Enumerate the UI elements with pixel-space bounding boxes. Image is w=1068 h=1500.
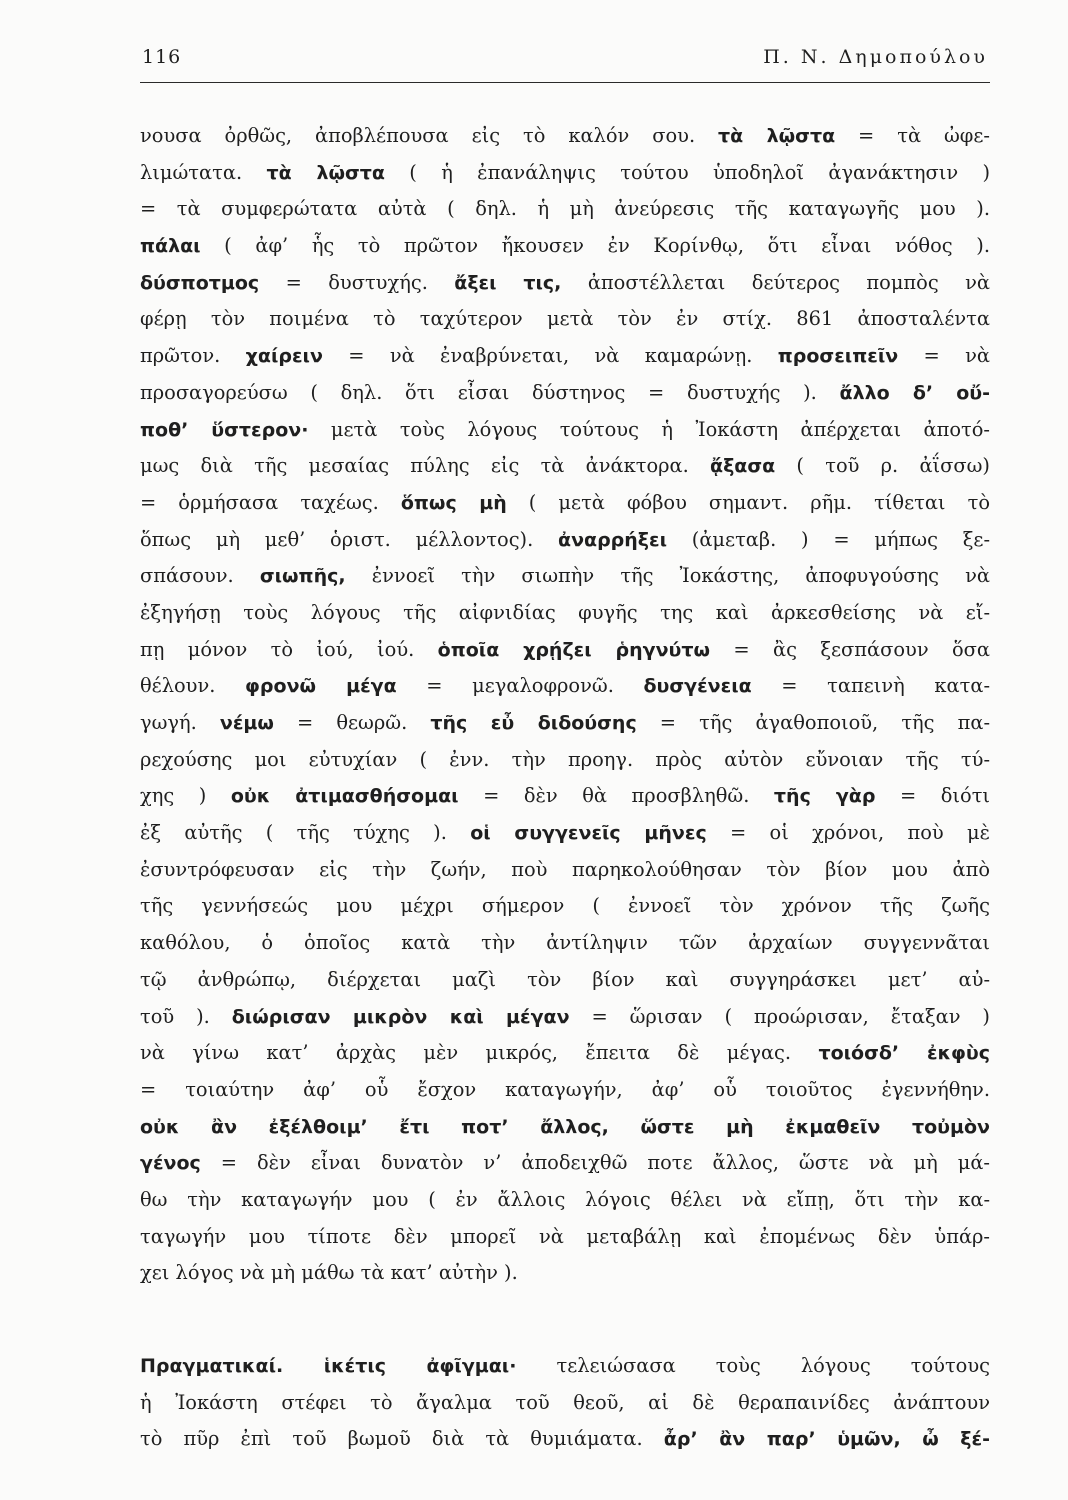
text-line: [140, 999, 990, 1036]
lemma-term: οὐκ ἂν ἐξέλθοιμ’ ἔτι ποτ’ ἄλλος, ὥστε μὴ ἐκμαθεῖν τοὐμὸν: [140, 1115, 990, 1138]
lemma-term: διώρισαν μικρὸν καὶ μέγαν: [231, 1005, 570, 1028]
gloss-text: νουσα ὀρθῶς, ἀποβλέπουσα εἰς τὸ καλόν σου.: [140, 124, 719, 147]
commentary-body: [140, 118, 990, 1458]
text-line: [140, 558, 990, 595]
gloss-text: = τὰ συμφερώτατα αὐτὰ ( δηλ. ἡ μὴ ἀνεύρεσις τῆς καταγωγῆς μου ).: [140, 197, 990, 221]
gloss-text: χει λόγος νὰ μὴ μάθω τὰ κατ’ αὐτὴν ).: [140, 1261, 518, 1285]
gloss-text: = τῆς ἀγαθοποιοῦ, τῆς πα-: [636, 711, 990, 734]
text-line: [140, 1035, 990, 1072]
text-line: [140, 485, 990, 522]
text-line: [140, 1182, 990, 1219]
gloss-text: = ὥρισαν ( προώρισαν, ἔταξαν ): [569, 1004, 990, 1028]
gloss-text: τελειώσασα τοὺς λόγους τούτους: [516, 1354, 990, 1377]
gloss-text: = ἂς ξεσπάσουν ὅσα: [709, 637, 990, 661]
gloss-text: = δυστυχής.: [259, 270, 455, 294]
text-line: [140, 962, 990, 999]
gloss-text: ὅπως μὴ μεθ’ ὁριστ. μέλλοντος).: [140, 527, 559, 551]
lemma-term: νέμω: [219, 712, 274, 734]
text-line: [140, 301, 990, 338]
lemma-term: δυσγένεια: [643, 675, 752, 698]
text-line: [140, 705, 990, 742]
lemma-term: ὅπως μὴ: [400, 491, 507, 514]
gloss-text: γωγή.: [140, 711, 220, 734]
gloss-text: ρεχούσης μοι εὐτυχίαν ( ἐνν. τὴν προηγ. πρὸς αὐτὸν εὔνοιαν τῆς τύ-: [140, 747, 990, 771]
text-line: [140, 228, 990, 265]
lemma-term: οἱ συγγενεῖς μῆνες: [470, 822, 707, 845]
gloss-text: πρῶτον.: [140, 344, 246, 368]
gloss-text: τῆς γεννήσεώς μου μέχρι σήμερον ( ἐννοεῖ τὸν χρόνον τῆς ζωῆς: [140, 894, 990, 918]
page-header: [140, 46, 990, 83]
gloss-text: = οἱ χρόνοι, ποὺ μὲ: [706, 821, 990, 845]
text-line: [140, 1348, 990, 1385]
gloss-text: ταγωγήν μου τίποτε δὲν μπορεῖ νὰ μεταβάλῃ καὶ ἐπομένως δὲν ὑπάρ-: [140, 1224, 990, 1248]
lemma-term: τῆς εὖ διδούσης: [430, 712, 637, 734]
text-line: [140, 1385, 990, 1422]
lemma-term: προσειπεῖν: [777, 345, 899, 368]
text-line: [140, 1145, 990, 1182]
text-line: [140, 265, 990, 302]
gloss-text: ἐννοεῖ τὴν σιωπὴν τῆς Ἰοκάστης, ἀποφυγούσης νὰ: [345, 564, 990, 588]
lemma-term: ἀναρρήξει: [558, 528, 668, 551]
gloss-text: = δὲν εἶναι δυνατὸν ν’ ἀποδειχθῶ ποτε ἄλλος, ὥστε νὰ μὴ μά-: [200, 1151, 990, 1175]
gloss-text: = δὲν θὰ προσβληθῶ.: [458, 784, 774, 808]
gloss-text: θω τὴν καταγωγήν μου ( ἐν ἄλλοις λόγοις θέλει νὰ εἴπῃ, ὅτι τὴν κα-: [140, 1187, 990, 1211]
lemma-term: πάλαι: [140, 235, 201, 258]
lemma-term: οὐκ ἀτιμασθήσομαι: [230, 785, 459, 808]
text-line: [140, 742, 990, 779]
paragraph-commentary: [140, 118, 990, 1292]
lemma-term: ᾄξασα: [710, 455, 776, 478]
gloss-text: χης ): [140, 784, 231, 808]
running-head: Π. Ν. Δημοπούλου: [763, 46, 988, 68]
gloss-text: τῷ ἀνθρώπῳ, διέρχεται μαζὶ τὸν βίον καὶ συγγηράσκει μετ’ αὐ-: [140, 967, 990, 991]
gloss-text: = ὁρμήσασα ταχέως.: [140, 490, 401, 514]
lemma-term: τοιόσδ’ ἐκφὺς: [818, 1042, 990, 1065]
gloss-text: ἡ Ἰοκάστη στέφει τὸ ἄγαλμα τοῦ θεοῦ, αἱ δὲ θεραπαινίδες ἀνάπτουν: [140, 1390, 990, 1414]
gloss-text: τοῦ ).: [140, 1004, 232, 1028]
text-line: [140, 925, 990, 962]
gloss-text: ἐξ αὐτῆς ( τῆς τύχης ).: [140, 821, 471, 845]
gloss-text: = νὰ: [898, 344, 990, 368]
text-line: [140, 668, 990, 705]
gloss-text: = τοιαύτην ἀφ’ οὗ ἔσχον καταγωγήν, ἀφ’ οὗ τοιοῦτος ἐγεννήθην.: [140, 1077, 990, 1101]
gloss-text: (ἀμεταβ. ) = μήπως ξε-: [667, 527, 990, 551]
text-line: [140, 412, 990, 449]
gloss-text: φέρῃ τὸν ποιμένα τὸ ταχύτερον μετὰ τὸν ἐν στίχ. 861 ἀποσταλέντα: [140, 307, 990, 331]
text-line: [140, 888, 990, 925]
lemma-term: σιωπῆς,: [259, 565, 346, 588]
lemma-term: ποθ’ ὕστερον·: [140, 418, 309, 441]
gloss-text: = μεγαλοφρονῶ.: [396, 674, 644, 698]
gloss-text: ἐξηγήσῃ τοὺς λόγους τῆς αἰφνιδίας φυγῆς της καὶ ἀρκεσθείσης νὰ εἴ-: [140, 600, 990, 624]
gloss-text: ( ἀφ’ ἧς τὸ πρῶτον ἤκουσεν ἐν Κορίνθῳ, ὅτι εἶναι νόθος ).: [200, 234, 990, 258]
gloss-text: καθόλου, ὁ ὁποῖος κατὰ τὴν ἀντίληψιν τῶν ἀρχαίων συγγεννᾶται: [140, 931, 990, 955]
gloss-text: λιμώτατα.: [140, 160, 267, 184]
paragraph-pragmatikai: [140, 1348, 990, 1458]
text-line: [140, 191, 990, 228]
text-line: [140, 595, 990, 632]
text-line: [140, 815, 990, 852]
text-line: [140, 118, 990, 155]
text-line: [140, 1109, 990, 1146]
lemma-term: δύσποτμος: [140, 271, 260, 294]
text-line: [140, 852, 990, 889]
lemma-term: τῆς γὰρ: [773, 785, 876, 808]
text-line: [140, 522, 990, 559]
gloss-text: νὰ γίνω κατ’ ἀρχὰς μὲν μικρός, ἔπειτα δὲ μέγας.: [140, 1041, 819, 1065]
gloss-text: σπάσουν.: [140, 564, 260, 588]
text-line: [140, 338, 990, 375]
text-line: [140, 1421, 990, 1458]
lemma-term: ὁποῖα χρῄζει ῥηγνύτω: [437, 638, 710, 661]
paragraph-gap: [140, 1292, 990, 1348]
gloss-text: μετὰ τοὺς λόγους τούτους ἡ Ἰοκάστη ἀπέρχεται ἀποτό-: [308, 417, 990, 441]
lemma-term: τὰ λῷστα: [718, 125, 836, 147]
text-line: [140, 155, 990, 192]
lemma-term: ἄξει τις,: [454, 271, 562, 294]
gloss-text: ( ἡ ἐπανάληψις τούτου ὑποδηλοῖ ἀγανάκτησιν ): [384, 160, 990, 184]
gloss-text: = διότι: [875, 784, 990, 808]
lemma-term: τὰ λῷστα: [266, 161, 385, 184]
page-number: 116: [142, 46, 182, 68]
gloss-text: = νὰ ἐναβρύνεται, νὰ καμαρώνῃ.: [322, 344, 778, 368]
lemma-term: Πραγματικαί. ἱκέτις ἀφῖγμαι·: [140, 1355, 517, 1377]
lemma-term: ἆρ’ ἂν παρ’ ὑμῶν, ὦ ξέ-: [663, 1428, 990, 1451]
text-line: [140, 1072, 990, 1109]
gloss-text: μως διὰ τῆς μεσαίας πύλης εἰς τὰ ἀνάκτορα.: [140, 454, 711, 478]
gloss-text: πῃ μόνον τὸ ἰού, ἰού.: [140, 637, 438, 661]
gloss-text: ( τοῦ ρ. ἀΐσσω): [775, 454, 990, 478]
lemma-term: χαίρειν: [245, 345, 323, 368]
gloss-text: προσαγορεύσω ( δηλ. ὅτι εἶσαι δύστηνος = δυστυχής ).: [140, 380, 840, 404]
gloss-text: ἀποστέλλεται δεύτερος πομπὸς νὰ: [561, 270, 990, 294]
text-line: [140, 375, 990, 412]
gloss-text: τὸ πῦρ ἐπὶ τοῦ βωμοῦ διὰ τὰ θυμιάματα.: [140, 1427, 664, 1451]
lemma-term: γένος: [140, 1152, 201, 1175]
text-line: [140, 1219, 990, 1256]
lemma-term: φρονῶ μέγα: [245, 675, 397, 698]
gloss-text: = ταπεινὴ κατα-: [751, 674, 990, 698]
lemma-term: ἄλλο δ’ οὔ-: [839, 381, 990, 404]
gloss-text: = τὰ ὠφε-: [835, 124, 990, 147]
gloss-text: = θεωρῶ.: [273, 711, 431, 734]
gloss-text: ἐσυντρόφευσαν εἰς τὴν ζωήν, ποὺ παρηκολούθησαν τὸν βίον μου ἀπὸ: [140, 857, 990, 881]
text-line: [140, 448, 990, 485]
text-line: [140, 778, 990, 815]
gloss-text: ( μετὰ φόβου σημαντ. ρῆμ. τίθεται τὸ: [506, 490, 990, 514]
gloss-text: θέλουν.: [140, 674, 246, 698]
text-line: [140, 632, 990, 669]
text-line: [140, 1255, 990, 1292]
